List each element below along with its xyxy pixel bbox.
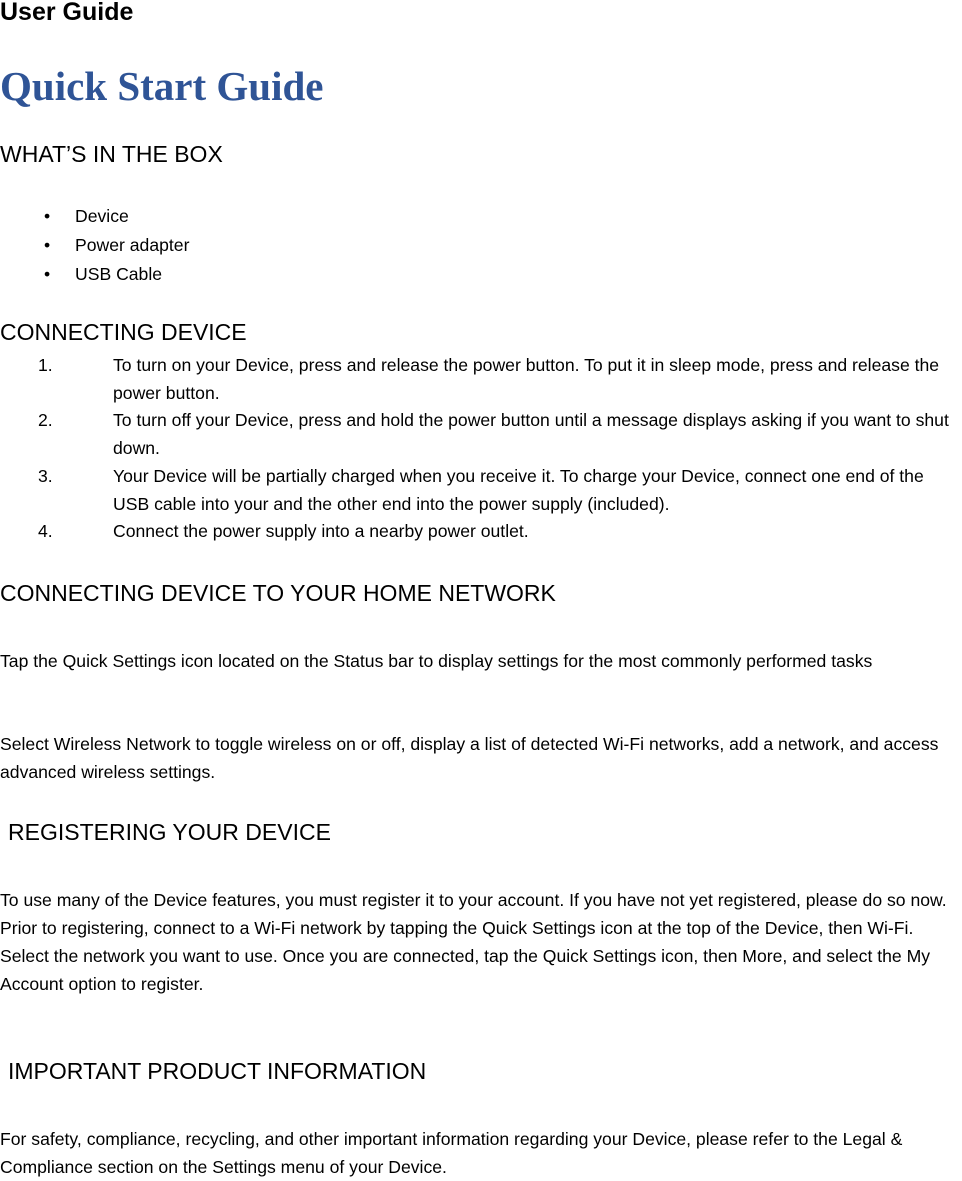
section-heading-important: IMPORTANT PRODUCT INFORMATION <box>8 1058 427 1084</box>
page-title: Quick Start Guide <box>0 63 324 109</box>
step-text: To turn on your Device, press and release the power button. To put it in sleep mode, press and release the power button. <box>113 355 940 403</box>
list-item <box>0 231 189 260</box>
list-item <box>0 260 189 289</box>
section-heading-register: REGISTERING YOUR DEVICE <box>8 819 331 845</box>
list-item <box>0 202 189 231</box>
step-text: To turn off your Device, press and hold the power button until a message displays asking if you want to shut down. <box>113 410 949 459</box>
bullet-icon: • <box>44 235 51 255</box>
step-text: Connect the power supply into a nearby power outlet. <box>113 521 529 542</box>
connecting-steps-list <box>0 352 962 546</box>
section-heading-network: CONNECTING DEVICE TO YOUR HOME NETWORK <box>0 580 556 606</box>
step-item <box>0 463 962 518</box>
step-number: 2. <box>38 410 53 431</box>
section-heading-box: WHAT’S IN THE BOX <box>0 141 223 167</box>
box-contents-list <box>0 202 189 289</box>
bullet-icon: • <box>44 264 51 284</box>
list-item-text: Power adapter <box>75 235 190 255</box>
step-item <box>0 518 962 546</box>
section-heading-connecting: CONNECTING DEVICE <box>0 319 247 345</box>
list-item-text: USB Cable <box>75 264 163 284</box>
step-item <box>0 352 962 407</box>
register-paragraph: To use many of the Device features, you must register it to your account. If you have not yet registered, please do so now. Prior to registering, connect to a Wi-Fi network by tapping the Quick Settings icon at the top of the Device, then Wi-Fi. Select the network you want to use. Once you are connected, tap the Quick Settings icon, then More, and select the My Account option to register. <box>0 890 947 994</box>
step-number: 1. <box>38 355 53 375</box>
step-number: 4. <box>38 521 53 542</box>
step-item <box>0 407 962 462</box>
network-paragraph-1: Tap the Quick Settings icon located on the Status bar to display settings for the most commonly performed tasks <box>0 651 873 671</box>
list-item-text: Device <box>75 206 129 226</box>
important-paragraph: For safety, compliance, recycling, and other important information regarding your Device, please refer to the Legal & Compliance section on the Settings menu of your Device. <box>0 1129 903 1177</box>
bullet-icon: • <box>44 206 51 226</box>
step-text: Your Device will be partially charged when you receive it. To charge your Device, connect one end of the USB cable into your and the other end into the power supply (included). <box>113 465 924 514</box>
document-header: User Guide <box>0 0 134 26</box>
network-paragraph-2: Select Wireless Network to toggle wireless on or off, display a list of detected Wi-Fi networks, add a network, and access advanced wireless settings. <box>0 734 939 782</box>
step-number: 3. <box>38 465 53 486</box>
